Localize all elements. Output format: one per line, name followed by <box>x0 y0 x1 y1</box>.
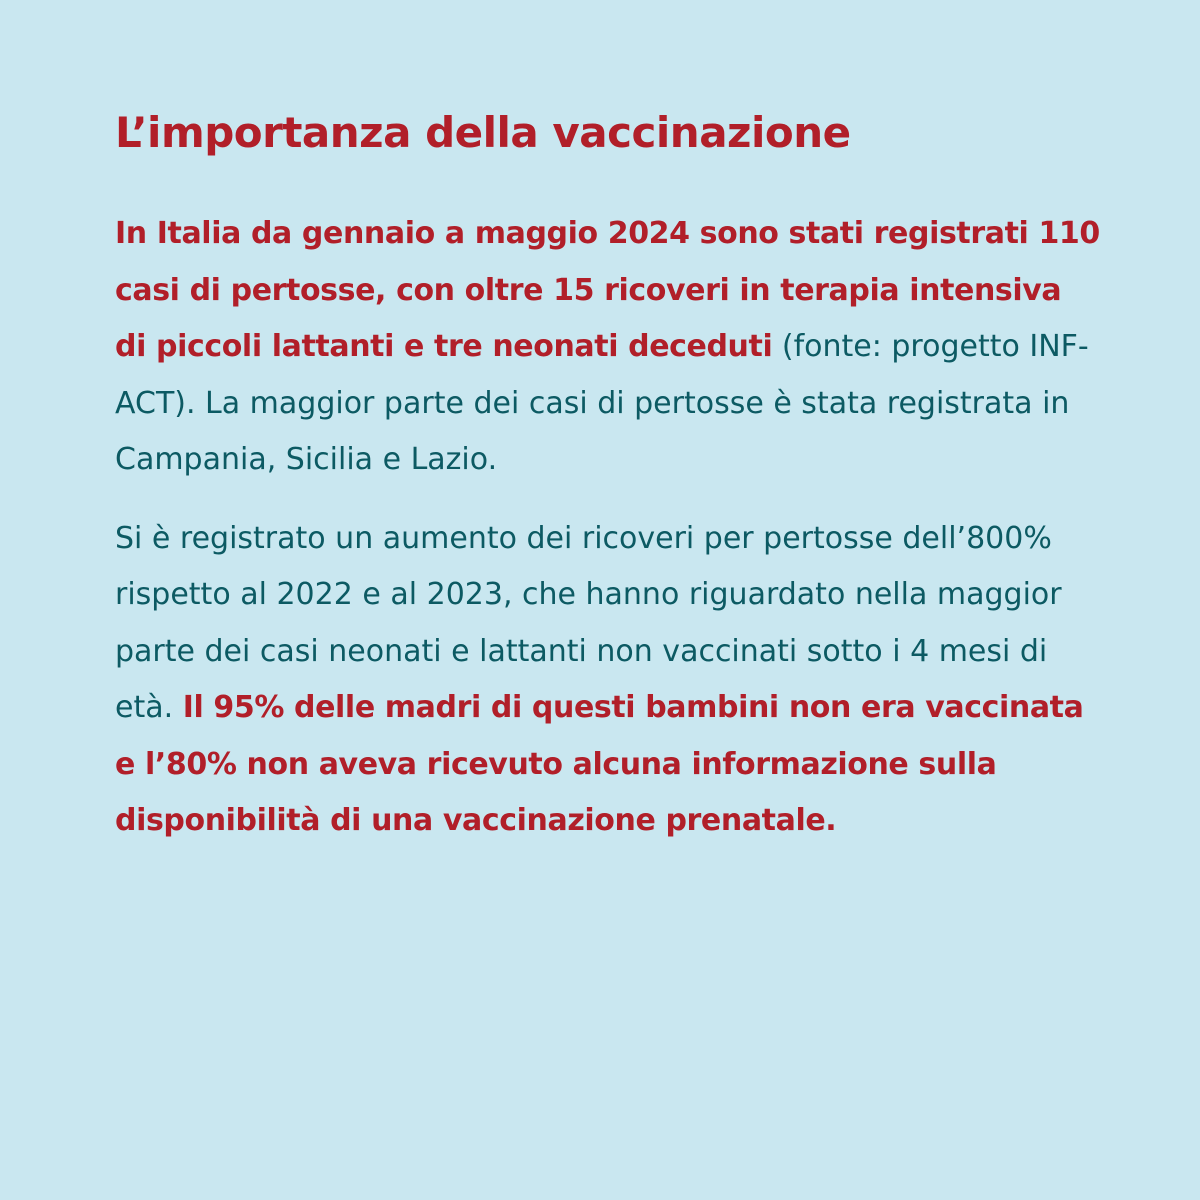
paragraph-statistics-2024 <box>115 206 1100 489</box>
page-title: L’importanza della vaccinazione <box>115 108 851 157</box>
paragraph-hospitalizations <box>115 511 1100 850</box>
hospitalizations-text: Si è registrato un aumento dei ricoveri per pertosse dell’800% rispetto al 2022 e al 2023, che hanno riguardato nella maggior parte dei casi neonati e lattanti non vaccinati sotto i 4 mesi di età. <box>115 520 1062 725</box>
source-and-regions-text: (fonte: progetto INF-ACT). La maggior parte dei casi di pertosse è stata registrata in Campania, Sicilia e Lazio. <box>115 329 1089 477</box>
highlighted-statistics: In Italia da gennaio a maggio 2024 sono stati registrati 110 casi di pertosse, con oltre 15 ricoveri in terapia intensiva di piccoli lattanti e tre neonati deceduti <box>115 216 1100 364</box>
highlighted-mothers-statistics: Il 95% delle madri di questi bambini non era vaccinata e l’80% non aveva ricevuto alcuna informazione sulla disponibilità di una vaccinazione prenatale. <box>115 690 1084 838</box>
